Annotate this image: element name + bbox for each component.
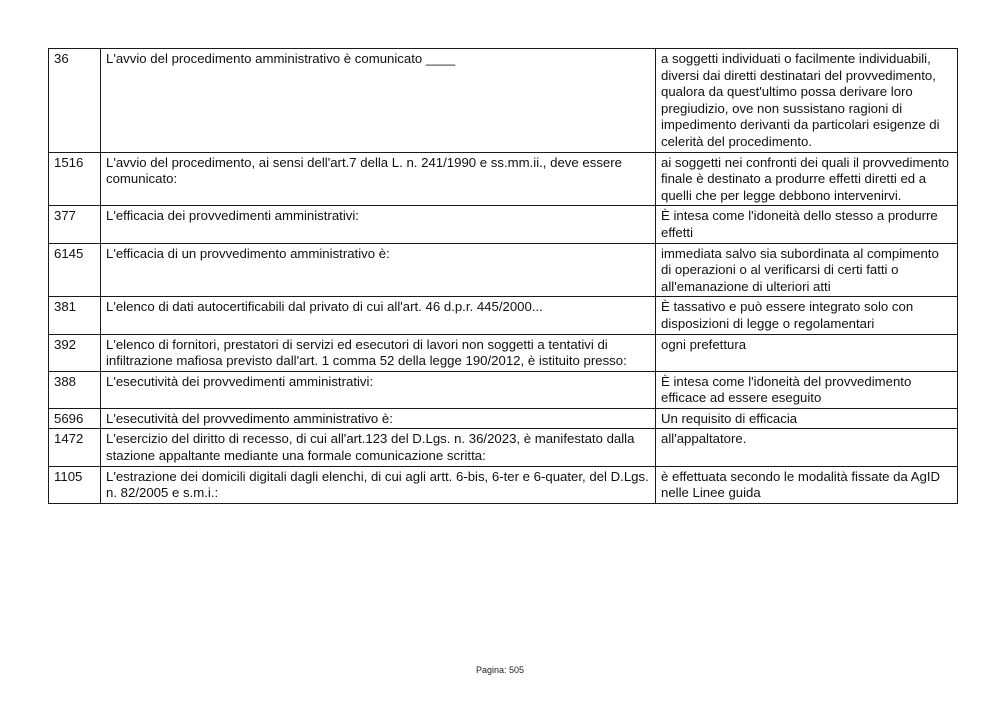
question-cell: L'elenco di dati autocertificabili dal privato di cui all'art. 46 d.p.r. 445/2000...: [101, 297, 656, 334]
question-cell: L'avvio del procedimento, ai sensi dell'art.7 della L. n. 241/1990 e ss.mm.ii., deve essere comunicato:: [101, 152, 656, 206]
row-id-cell: 36: [49, 49, 101, 153]
table-row: [49, 334, 958, 371]
question-cell: L'esecutività dei provvedimenti amministrativi:: [101, 371, 656, 408]
answer-cell: è effettuata secondo le modalità fissate da AgID nelle Linee guida: [656, 466, 958, 503]
row-id-cell: 1516: [49, 152, 101, 206]
row-id-cell: 392: [49, 334, 101, 371]
answer-cell: ai soggetti nei confronti dei quali il provvedimento finale è destinato a produrre effetti diretti ed a quelli che per legge debbono intervenirvi.: [656, 152, 958, 206]
answer-cell: all'appaltatore.: [656, 429, 958, 466]
question-cell: L'avvio del procedimento amministrativo è comunicato ____: [101, 49, 656, 153]
table-row: [49, 206, 958, 243]
row-id-cell: 5696: [49, 408, 101, 429]
answer-cell: immediata salvo sia subordinata al compimento di operazioni o al verificarsi di certi fatti o all'emanazione di ulteriori atti: [656, 243, 958, 297]
row-id-cell: 388: [49, 371, 101, 408]
table-row: [49, 243, 958, 297]
question-cell: L'elenco di fornitori, prestatori di servizi ed esecutori di lavori non soggetti a tentativi di infiltrazione mafiosa previsto dall'art. 1 comma 52 della legge 190/2012, è istituito presso:: [101, 334, 656, 371]
row-id-cell: 381: [49, 297, 101, 334]
question-cell: L'esecutività del provvedimento amministrativo è:: [101, 408, 656, 429]
table-row: [49, 152, 958, 206]
table-row: [49, 297, 958, 334]
answer-cell: Un requisito di efficacia: [656, 408, 958, 429]
questions-table-body: [49, 49, 958, 504]
question-cell: L'efficacia di un provvedimento amministrativo è:: [101, 243, 656, 297]
table-row: [49, 408, 958, 429]
question-cell: L'esercizio del diritto di recesso, di cui all'art.123 del D.Lgs. n. 36/2023, è manifestato dalla stazione appaltante mediante una formale comunicazione scritta:: [101, 429, 656, 466]
answer-cell: È intesa come l'idoneità del provvedimento efficace ad essere eseguito: [656, 371, 958, 408]
page-number: Pagina: 505: [475, 665, 525, 675]
row-id-cell: 1105: [49, 466, 101, 503]
answer-cell: ogni prefettura: [656, 334, 958, 371]
question-cell: L'efficacia dei provvedimenti amministrativi:: [101, 206, 656, 243]
answer-cell: È intesa come l'idoneità dello stesso a produrre effetti: [656, 206, 958, 243]
row-id-cell: 1472: [49, 429, 101, 466]
table-row: [49, 49, 958, 153]
row-id-cell: 6145: [49, 243, 101, 297]
table-row: [49, 371, 958, 408]
question-cell: L'estrazione dei domicili digitali dagli elenchi, di cui agli artt. 6-bis, 6-ter e 6-quater, del D.Lgs. n. 82/2005 e s.m.i.:: [101, 466, 656, 503]
questions-table: [48, 48, 958, 504]
answer-cell: a soggetti individuati o facilmente individuabili, diversi dai diretti destinatari del provvedimento, qualora da quest'ultimo possa derivare loro pregiudizio, ove non sussistano ragioni di impedimento derivanti da particolari esigenze di celerità del procedimento.: [656, 49, 958, 153]
table-row: [49, 429, 958, 466]
table-row: [49, 466, 958, 503]
row-id-cell: 377: [49, 206, 101, 243]
answer-cell: È tassativo e può essere integrato solo con disposizioni di legge o regolamentari: [656, 297, 958, 334]
